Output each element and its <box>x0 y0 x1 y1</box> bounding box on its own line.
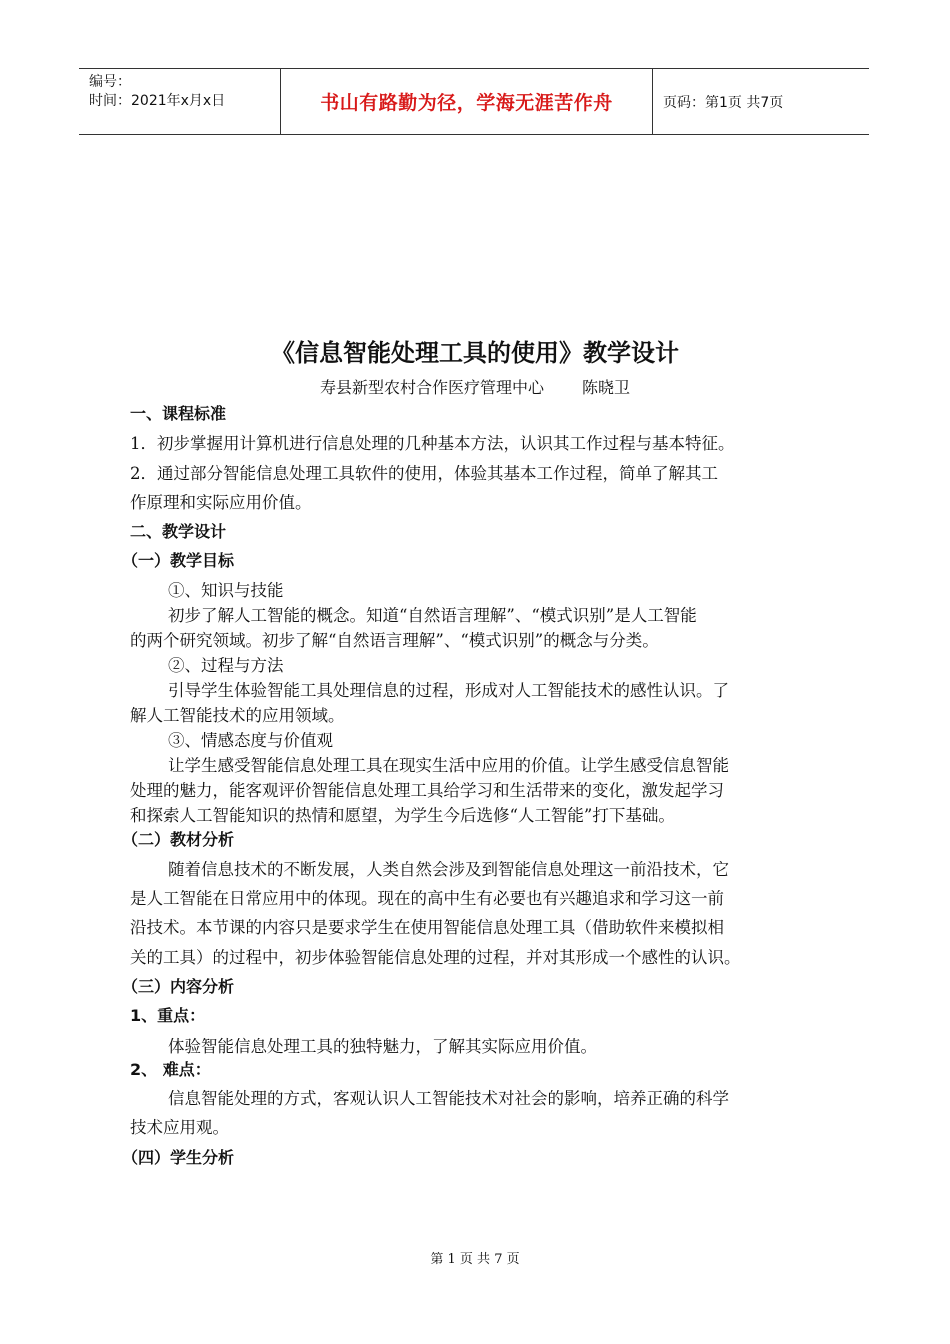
paragraph-line: 沿技术。本节课的内容只是要求学生在使用智能信息处理工具（借助软件来模拟相 <box>130 918 724 937</box>
item-heading: ②、过程与方法 <box>168 656 284 675</box>
subsection-heading: （四）学生分析 <box>122 1148 235 1167</box>
paragraph-line: 初步了解人工智能的概念。知道“自然语言理解”、“模式识别”是人工智能 <box>168 606 697 625</box>
paragraph-line: 作原理和实际应用价值。 <box>130 493 312 512</box>
item-heading: ①、知识与技能 <box>168 581 284 600</box>
paragraph-line: 处理的魅力，能客观评价智能信息处理工具给学习和生活带来的变化，激发起学习 <box>130 781 724 800</box>
paragraph-line: 是人工智能在日常应用中的体现。现在的高中生有必要也有兴趣追求和学习这一前 <box>130 889 724 908</box>
paragraph-line: 解人工智能技术的应用领域。 <box>130 706 345 725</box>
paragraph-line: 1．初步掌握用计算机进行信息处理的几种基本方法，认识其工作过程与基本特征。 <box>130 434 735 453</box>
document-title: 《信息智能处理工具的使用》教学设计 <box>271 339 679 367</box>
paragraph-line: 2．通过部分智能信息处理工具软件的使用，体验其基本工作过程，简单了解其工 <box>130 464 718 483</box>
header-page-info: 页码：第1页 共7页 <box>663 94 784 111</box>
number-label: 编号： <box>89 74 131 90</box>
header-motto: 书山有路勤为径，学海无涯苦作舟 <box>281 69 653 134</box>
subsection-heading: （一）教学目标 <box>122 551 235 570</box>
paragraph-line: 引导学生体验智能工具处理信息的过程，形成对人工智能技术的感性认识。了 <box>168 681 729 700</box>
paragraph-line: 的两个研究领域。初步了解“自然语言理解”、“模式识别”的概念与分类。 <box>130 631 659 650</box>
paragraph-line: 随着信息技术的不断发展，人类自然会涉及到智能信息处理这一前沿技术，它 <box>168 860 729 879</box>
header-meta <box>79 69 281 134</box>
time-label: 时间：2021年x月x日 <box>89 93 226 109</box>
section-heading: 二、教学设计 <box>130 522 227 541</box>
paragraph-line: 让学生感受智能信息处理工具在现实生活中应用的价值。让学生感受信息智能 <box>168 756 729 775</box>
paragraph-line: 关的工具）的过程中，初步体验智能信息处理的过程，并对其形成一个感性的认识。 <box>130 948 741 967</box>
section-heading: 一、课程标准 <box>130 404 227 423</box>
paragraph-line: 信息智能处理的方式，客观认识人工智能技术对社会的影响，培养正确的科学 <box>168 1089 729 1108</box>
item-heading: 1、重点： <box>130 1006 206 1025</box>
subsection-heading: （二）教材分析 <box>122 830 235 849</box>
subsection-heading: （三）内容分析 <box>122 977 235 996</box>
author-name: 陈晓卫 <box>582 378 631 397</box>
page-footer: 第 1 页 共 7 页 <box>430 1252 520 1267</box>
item-heading: 2、 难点： <box>130 1060 211 1079</box>
author-line <box>0 375 950 398</box>
paragraph-line: 技术应用观。 <box>130 1118 229 1137</box>
author-org: 寿县新型农村合作医疗管理中心 <box>319 378 544 397</box>
paragraph-line: 和探索人工智能知识的热情和愿望，为学生今后选修“人工智能”打下基础。 <box>130 806 675 825</box>
item-heading: ③、情感态度与价值观 <box>168 731 333 750</box>
paragraph-line: 体验智能信息处理工具的独特魅力，了解其实际应用价值。 <box>168 1037 597 1056</box>
page-header <box>79 68 869 135</box>
